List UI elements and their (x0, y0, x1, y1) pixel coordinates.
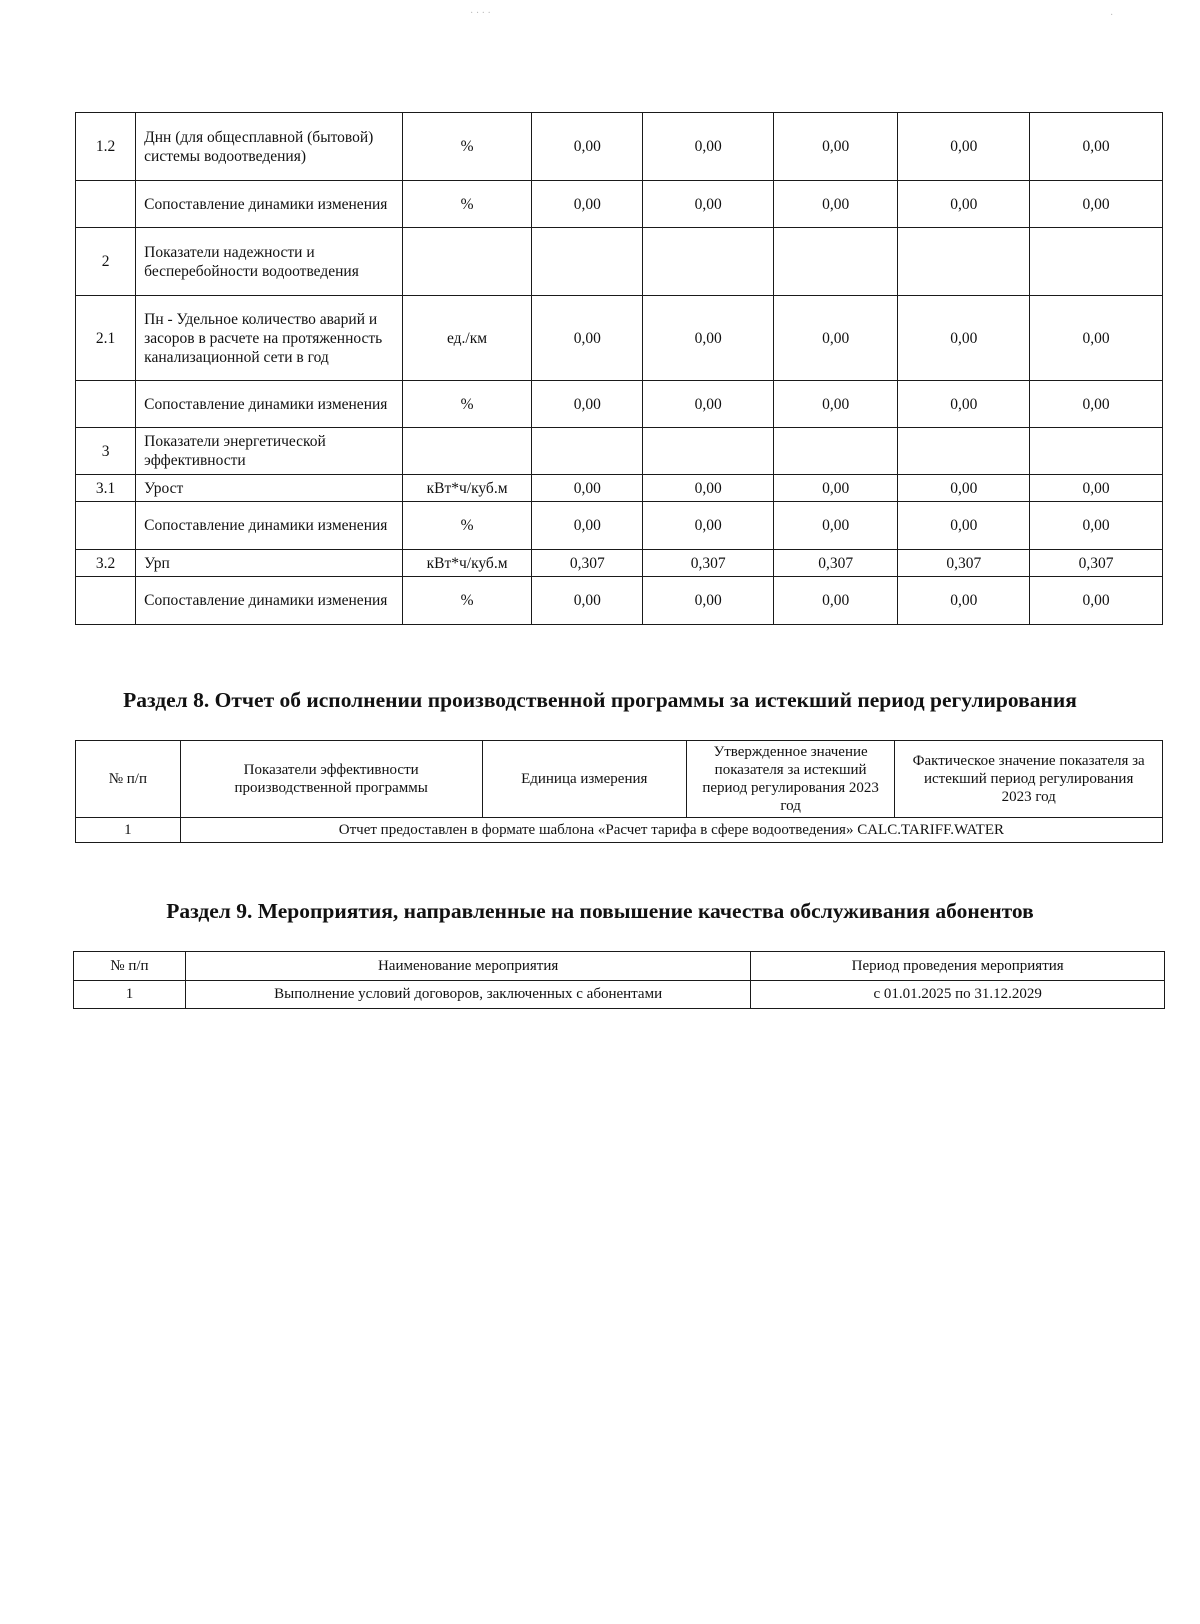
s9-header-period: Период проведения мероприятия (751, 952, 1165, 981)
indicators-table-body (76, 113, 1163, 625)
section-9-header-row (74, 952, 1165, 981)
value-cell: 0,307 (532, 550, 643, 577)
row-number (76, 577, 136, 625)
indicator-name: Днн (для общесплавной (бытовой) системы водоотведения) (136, 113, 403, 181)
table-row (76, 296, 1163, 381)
row-number (76, 502, 136, 550)
value-cell (1030, 228, 1163, 296)
value-cell: 0,00 (643, 577, 774, 625)
table-row (76, 113, 1163, 181)
s9-row-period: с 01.01.2025 по 31.12.2029 (751, 981, 1165, 1009)
unit: кВт*ч/куб.м (402, 550, 532, 577)
section-8-table (75, 740, 1163, 843)
value-cell: 0,00 (1030, 113, 1163, 181)
value-cell: 0,00 (898, 577, 1030, 625)
indicator-name: Сопоставление динамики изменения (136, 381, 403, 428)
indicator-name: Пн - Удельное количество аварий и засоров в расчете на протяженность канализационной сети в год (136, 296, 403, 381)
scan-speck: · (1110, 10, 1114, 21)
indicator-name: Сопоставление динамики изменения (136, 181, 403, 228)
section-9-title: Раздел 9. Мероприятия, направленные на повышение качества обслуживания абонентов (166, 899, 1034, 923)
value-cell: 0,00 (774, 181, 898, 228)
row-number: 3.1 (76, 475, 136, 502)
s9-header-num: № п/п (74, 952, 186, 981)
unit (402, 428, 532, 475)
value-cell: 0,00 (898, 113, 1030, 181)
indicator-name: Сопоставление динамики изменения (136, 502, 403, 550)
s8-header-unit: Единица измерения (482, 741, 686, 818)
value-cell: 0,00 (774, 113, 898, 181)
value-cell: 0,00 (1030, 475, 1163, 502)
unit: % (402, 381, 532, 428)
value-cell: 0,00 (643, 475, 774, 502)
value-cell: 0,00 (774, 296, 898, 381)
value-cell (643, 428, 774, 475)
unit: % (402, 577, 532, 625)
section-8-title: Раздел 8. Отчет об исполнении производственной программы за истекший период регулирования (123, 688, 1077, 712)
value-cell: 0,00 (532, 181, 643, 228)
s8-row-num: 1 (76, 818, 181, 843)
row-number: 1.2 (76, 113, 136, 181)
s8-header-actual: Фактическое значение показателя за истекший период регулирования 2023 год (895, 741, 1163, 818)
table-row (76, 502, 1163, 550)
table-row (76, 428, 1163, 475)
value-cell: 0,00 (1030, 502, 1163, 550)
value-cell (898, 428, 1030, 475)
value-cell: 0,00 (898, 475, 1030, 502)
indicator-name: Сопоставление динамики изменения (136, 577, 403, 625)
value-cell: 0,00 (898, 381, 1030, 428)
value-cell: 0,00 (898, 181, 1030, 228)
table-row (76, 577, 1163, 625)
table-row (76, 475, 1163, 502)
value-cell (898, 228, 1030, 296)
s8-header-indicators: Показатели эффективности производственной программы (180, 741, 482, 818)
section-9-table (73, 951, 1165, 1009)
indicator-name: Показатели надежности и бесперебойности водоотведения (136, 228, 403, 296)
row-number: 2.1 (76, 296, 136, 381)
row-number (76, 181, 136, 228)
row-number: 3 (76, 428, 136, 475)
value-cell: 0,00 (532, 475, 643, 502)
unit: % (402, 113, 532, 181)
value-cell: 0,00 (774, 502, 898, 550)
value-cell: 0,00 (774, 577, 898, 625)
value-cell: 0,00 (774, 381, 898, 428)
value-cell: 0,307 (898, 550, 1030, 577)
s9-row-name: Выполнение условий договоров, заключенных с абонентами (185, 981, 750, 1009)
row-number (76, 381, 136, 428)
row-number: 3.2 (76, 550, 136, 577)
value-cell (532, 428, 643, 475)
value-cell: 0,307 (774, 550, 898, 577)
row-number: 2 (76, 228, 136, 296)
table-row (76, 381, 1163, 428)
value-cell: 0,00 (1030, 296, 1163, 381)
section-8-header-row (76, 741, 1163, 818)
scan-speck: · · · · (470, 8, 491, 19)
indicator-name: Урп (136, 550, 403, 577)
s8-header-num: № п/п (76, 741, 181, 818)
value-cell: 0,00 (643, 381, 774, 428)
value-cell: 0,307 (1030, 550, 1163, 577)
value-cell: 0,00 (1030, 181, 1163, 228)
table-row (76, 228, 1163, 296)
value-cell: 0,00 (532, 296, 643, 381)
indicator-name: Показатели энергетической эффективности (136, 428, 403, 475)
unit: % (402, 502, 532, 550)
value-cell: 0,00 (1030, 577, 1163, 625)
value-cell: 0,00 (532, 113, 643, 181)
table-row (76, 181, 1163, 228)
value-cell: 0,00 (643, 113, 774, 181)
unit: кВт*ч/куб.м (402, 475, 532, 502)
value-cell: 0,00 (1030, 381, 1163, 428)
value-cell (532, 228, 643, 296)
value-cell: 0,00 (532, 381, 643, 428)
indicators-table (75, 112, 1163, 625)
value-cell: 0,307 (643, 550, 774, 577)
table-row (74, 981, 1165, 1009)
value-cell: 0,00 (774, 475, 898, 502)
value-cell (643, 228, 774, 296)
indicator-name: Урост (136, 475, 403, 502)
value-cell: 0,00 (643, 296, 774, 381)
s9-header-name: Наименование мероприятия (185, 952, 750, 981)
table-row (76, 550, 1163, 577)
value-cell (1030, 428, 1163, 475)
value-cell (774, 228, 898, 296)
value-cell: 0,00 (643, 502, 774, 550)
value-cell: 0,00 (643, 181, 774, 228)
s9-row-num: 1 (74, 981, 186, 1009)
unit (402, 228, 532, 296)
s8-header-approved: Утвержденное значение показателя за истекший период регулирования 2023 год (686, 741, 894, 818)
unit: % (402, 181, 532, 228)
value-cell: 0,00 (532, 577, 643, 625)
s8-row-text: Отчет предоставлен в формате шаблона «Расчет тарифа в сфере водоотведения» CALC.TARIFF.WATER (180, 818, 1162, 843)
value-cell: 0,00 (898, 502, 1030, 550)
value-cell (774, 428, 898, 475)
value-cell: 0,00 (532, 502, 643, 550)
value-cell: 0,00 (898, 296, 1030, 381)
unit: ед./км (402, 296, 532, 381)
table-row (76, 818, 1163, 843)
